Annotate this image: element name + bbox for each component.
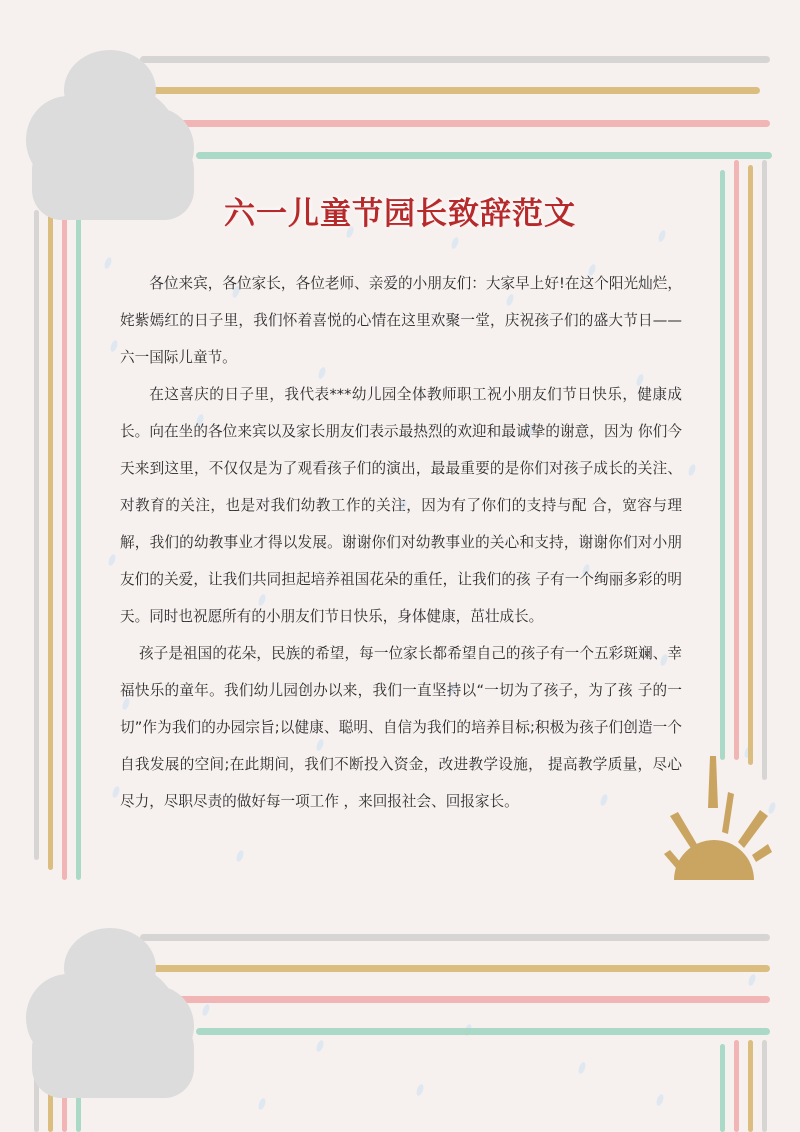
stripe-pink-bottom: [150, 996, 770, 1003]
stripe-gray-right-lower: [762, 1040, 767, 1132]
stripe-green-bottom: [196, 1028, 770, 1035]
paragraph: 孩子是祖国的花朵，民族的希望，每一位家长都希望自己的孩子有一个五彩斑斓、幸福快乐的童年。我们幼儿园创办以来，我们一直坚持以“一切为了孩子，为了孩 子的一切”作为我们的办园宗旨;以健康、聪明、自信为我们的培养目标;积极为孩子们创造一个自我发展的空间;在此期间，我们不断投入资金，改进教学设施， 提高教学质量，尽心尽力，尽职尽责的做好每一项工作 ，来回报社会、回报家长。: [120, 645, 682, 810]
stripe-green-top: [196, 152, 772, 159]
stripe-pink-right-lower: [734, 1040, 739, 1132]
page-title: 六一儿童节园长致辞范文: [224, 196, 576, 232]
sun-icon: [664, 752, 784, 882]
stripe-pink-right: [734, 160, 739, 760]
document-body: [120, 265, 682, 820]
stripe-gray-left: [34, 210, 39, 860]
stripe-green-left: [76, 210, 81, 880]
stripe-pink-left: [62, 210, 67, 880]
stripe-gray-right: [762, 160, 767, 780]
stripe-gold-left: [48, 210, 53, 870]
stripe-gold-bottom: [150, 965, 770, 972]
stripe-gold-right-lower: [748, 1040, 753, 1132]
cloud-icon: [18, 908, 198, 1108]
stripe-pink-top: [150, 120, 770, 127]
stripe-gold-top: [150, 87, 760, 94]
stripe-green-right-lower: [720, 1044, 725, 1132]
stripe-gray-bottom: [140, 934, 770, 941]
stripe-gold-right: [748, 165, 753, 765]
paragraph: 各位来宾，各位家长，各位老师、亲爱的小朋友们：大家早上好!在这个阳光灿烂，姹紫嫣红的日子里，我们怀着喜悦的心情在这里欢聚一堂，庆祝孩子们的盛大节日——六一国际儿童节。: [120, 275, 682, 366]
stripe-green-right: [720, 170, 725, 760]
paragraph: 在这喜庆的日子里，我代表***幼儿园全体教师职工祝小朋友们节日快乐，健康成长。向在坐的各位来宾以及家长朋友们表示最热烈的欢迎和最诚挚的谢意，因为 你们今天来到这里，不仅仅是为了观看孩子们的演出，最最重要的是你们对孩子成长的关注、对教育的关注，也是对我们幼教工作的关注，因为有了你们的支持与配 合，宽容与理解，我们的幼教事业才得以发展。谢谢你们对幼教事业的关心和支持，谢谢你们对小朋友们的关爱，让我们共同担起培养祖国花朵的重任，让我们的孩 子有一个绚丽多彩的明天。同时也祝愿所有的小朋友们节日快乐，身体健康，茁壮成长。: [120, 386, 682, 625]
stripe-gray-top: [140, 56, 770, 63]
